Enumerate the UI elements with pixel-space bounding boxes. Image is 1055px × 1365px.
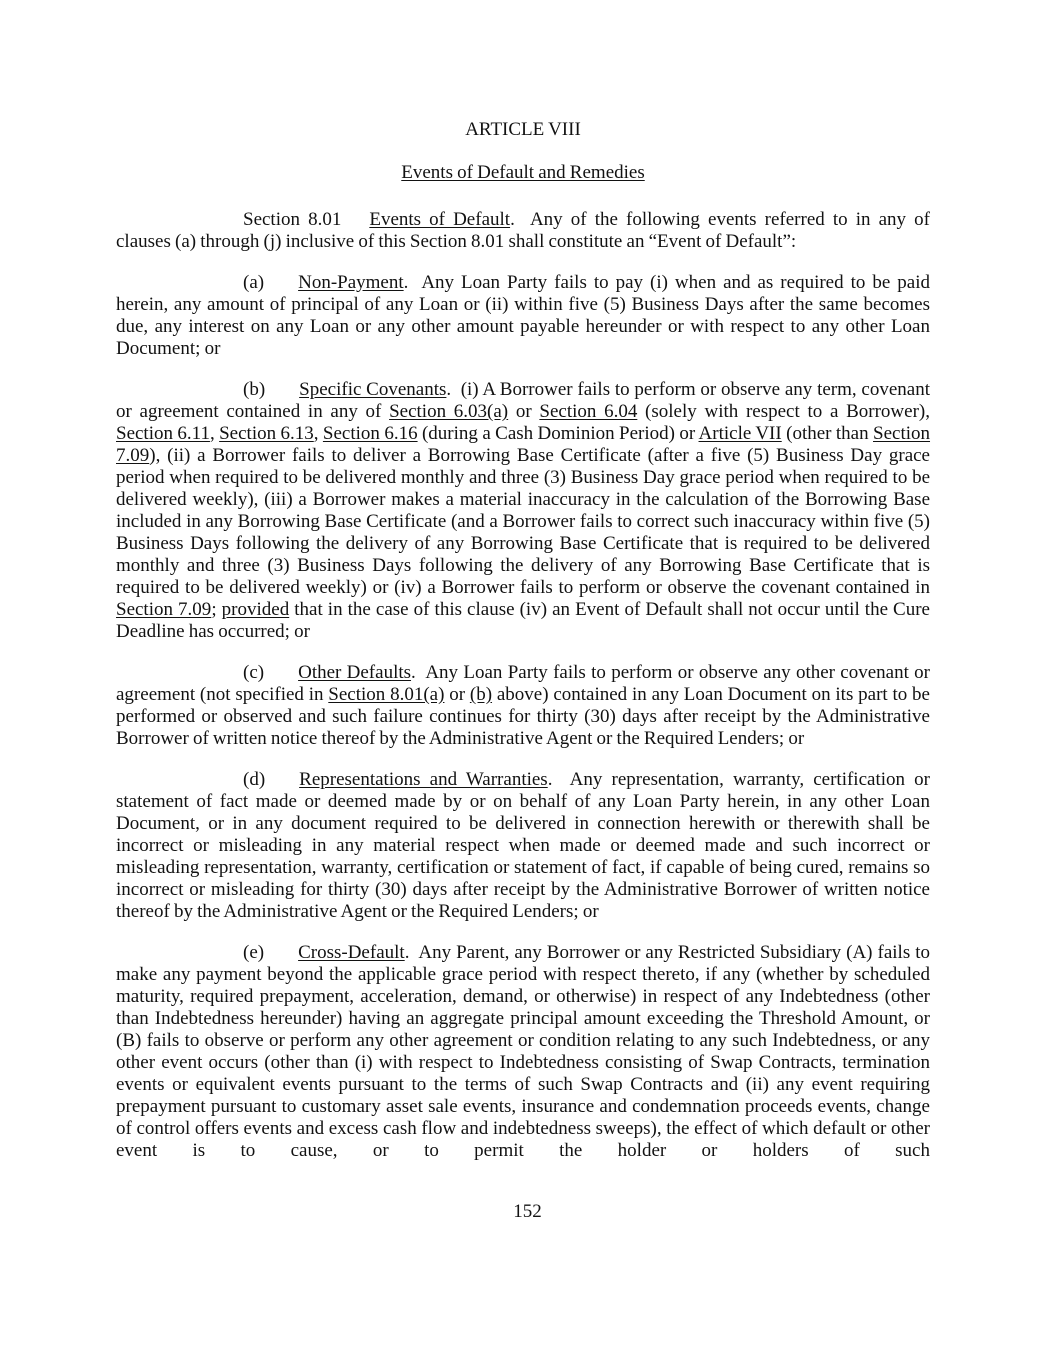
clause-letter: (e) xyxy=(243,942,265,963)
clause-text: Section 6.16 xyxy=(322,423,418,444)
article-title: Events of Default and Remedies xyxy=(401,162,645,183)
clause-text: ; xyxy=(211,599,222,620)
article-heading: ARTICLE VIII xyxy=(465,119,581,140)
clause-text: . Any Parent, any Borrower or any Restricted Subsidiary (A) fails to make any payment beyond the applicable grace period with respect thereto, if any (whether by scheduled maturity, required prepayment, acceleration, demand, or otherwise) in respect of any Indebtedness (other than Indebtedness hereunder) having an aggregate principal amount exceeding the Threshold Amount, or (B) fails to observe or perform any other agreement or condition relating to any such Indebtedness, or any other event occurs (other than (i) with respect to Indebtedness consisting of Swap Contracts, termination events or equivalent events pursuant to the terms of such Swap Contracts and (ii) any event requiring prepayment pursuant to customary asset sale events, insurance and condemnation proceeds events, change of control offers events and excess cash flow and indebtedness sweeps), the effect of which default or other event is to cause, or to permit the holder or holders of such xyxy=(116,942,930,1161)
clause-text: Section 6.11 xyxy=(116,423,210,444)
clause-title: Representations and Warranties xyxy=(299,769,548,790)
section-number: Section 8.01 xyxy=(243,209,342,230)
clause-title: Non-Payment xyxy=(298,272,404,293)
intro-text: . Any of the following events referred to in any of clauses (a) through (j) inclusive of this Section 8.01 shall constitute an “Event of Default”: xyxy=(116,209,930,252)
clause-paragraph-c xyxy=(116,662,930,750)
clause-text: or xyxy=(508,401,540,422)
clause-text: Section 6.13 xyxy=(219,423,314,444)
clause-title: Specific Covenants xyxy=(299,379,447,400)
section-title: Events of Default xyxy=(369,209,511,230)
clause-text: Section 6.03(a) xyxy=(389,401,509,422)
clause-paragraph-a xyxy=(116,272,930,360)
clause-text: above) contained in any Loan Document on its part to be performed or observed and such failure continues for thirty (30) days after receipt by the Administrative Borrower of written notice thereof by the Administrative Agent or the Required Lenders; or xyxy=(116,684,930,749)
clause-letter: (d) xyxy=(243,769,266,790)
clause-paragraph-d xyxy=(116,769,930,923)
clause-paragraph-b xyxy=(116,379,930,643)
clause-text: (during a Cash Dominion Period) or xyxy=(417,423,699,444)
clause-text: (other than xyxy=(781,423,874,444)
intro-paragraph xyxy=(116,209,930,253)
article-title-row xyxy=(116,162,930,184)
clause-paragraph-e xyxy=(116,942,930,1162)
clause-text: . (i) A Borrower fails to perform or observe any term, covenant or agreement contained in any of xyxy=(116,379,930,422)
clause-title: Other Defaults xyxy=(298,662,412,683)
clause-text: Section 7.09 xyxy=(116,599,212,620)
clause-text: Article VII xyxy=(698,423,782,444)
clause-text: , xyxy=(209,423,220,444)
clause-text: or xyxy=(444,684,470,705)
document-body xyxy=(116,119,930,1162)
clause-text: ), (ii) a Borrower fails to deliver a Borrowing Base Certificate (after a five (5) Business Day grace period when required to be delivered monthly and three (3) Business Day grace period when required to be delivered weekly), (iii) a Borrower makes a material inaccuracy in the calculation of the Borrowing Base included in any Borrowing Base Certificate (and a Borrower fails to correct such inaccuracy within five (5) Business Days following the delivery of any Borrowing Base Certificate that is required to be delivered monthly and three (3) Business Days following the delivery of any Borrowing Base Certificate that is required to be delivered weekly) or (iv) a Borrower fails to perform or observe the covenant contained in xyxy=(116,445,930,598)
clause-text: . Any Loan Party fails to pay (i) when and as required to be paid herein, any amount of principal of any Loan or (ii) within five (5) Business Days after the same becomes due, any interest on any Loan or any other amount payable hereunder or with respect to any other Loan Document; or xyxy=(116,272,930,359)
clause-text: Section 6.04 xyxy=(539,401,638,422)
clause-text: provided xyxy=(221,599,290,620)
clause-text: . Any Loan Party fails to perform or observe any other covenant or agreement (not specified in xyxy=(116,662,930,705)
clause-letter: (b) xyxy=(243,379,266,400)
clause-text: that in the case of this clause (iv) an Event of Default shall not occur until the Cure Deadline has occurred; or xyxy=(116,599,930,642)
clause-letter: (a) xyxy=(243,272,265,293)
page-number: 152 xyxy=(513,1201,542,1222)
clause-text: (solely with respect to a Borrower), xyxy=(637,401,930,422)
clause-text: Section 8.01(a) xyxy=(328,684,445,705)
clause-text: . Any representation, warranty, certification or statement of fact made or deemed made by or on behalf of any Loan Party herein, in any other Loan Document, or in any document required to be delivered in connection herewith or therewith shall be incorrect or misleading in any material respect when made or deemed made and such incorrect or misleading representation, warranty, certification or statement of fact, if capable of being cured, remains so incorrect or misleading for thirty (30) days after receipt by the Administrative Borrower of written notice thereof by the Administrative Agent or the Required Lenders; or xyxy=(116,769,930,922)
clause-letter: (c) xyxy=(243,662,265,683)
clause-text: , xyxy=(313,423,323,444)
clause-title: Cross-Default xyxy=(298,942,405,963)
clause-text: (b) xyxy=(469,684,493,705)
clause-text: Section 7.09 xyxy=(116,423,931,466)
